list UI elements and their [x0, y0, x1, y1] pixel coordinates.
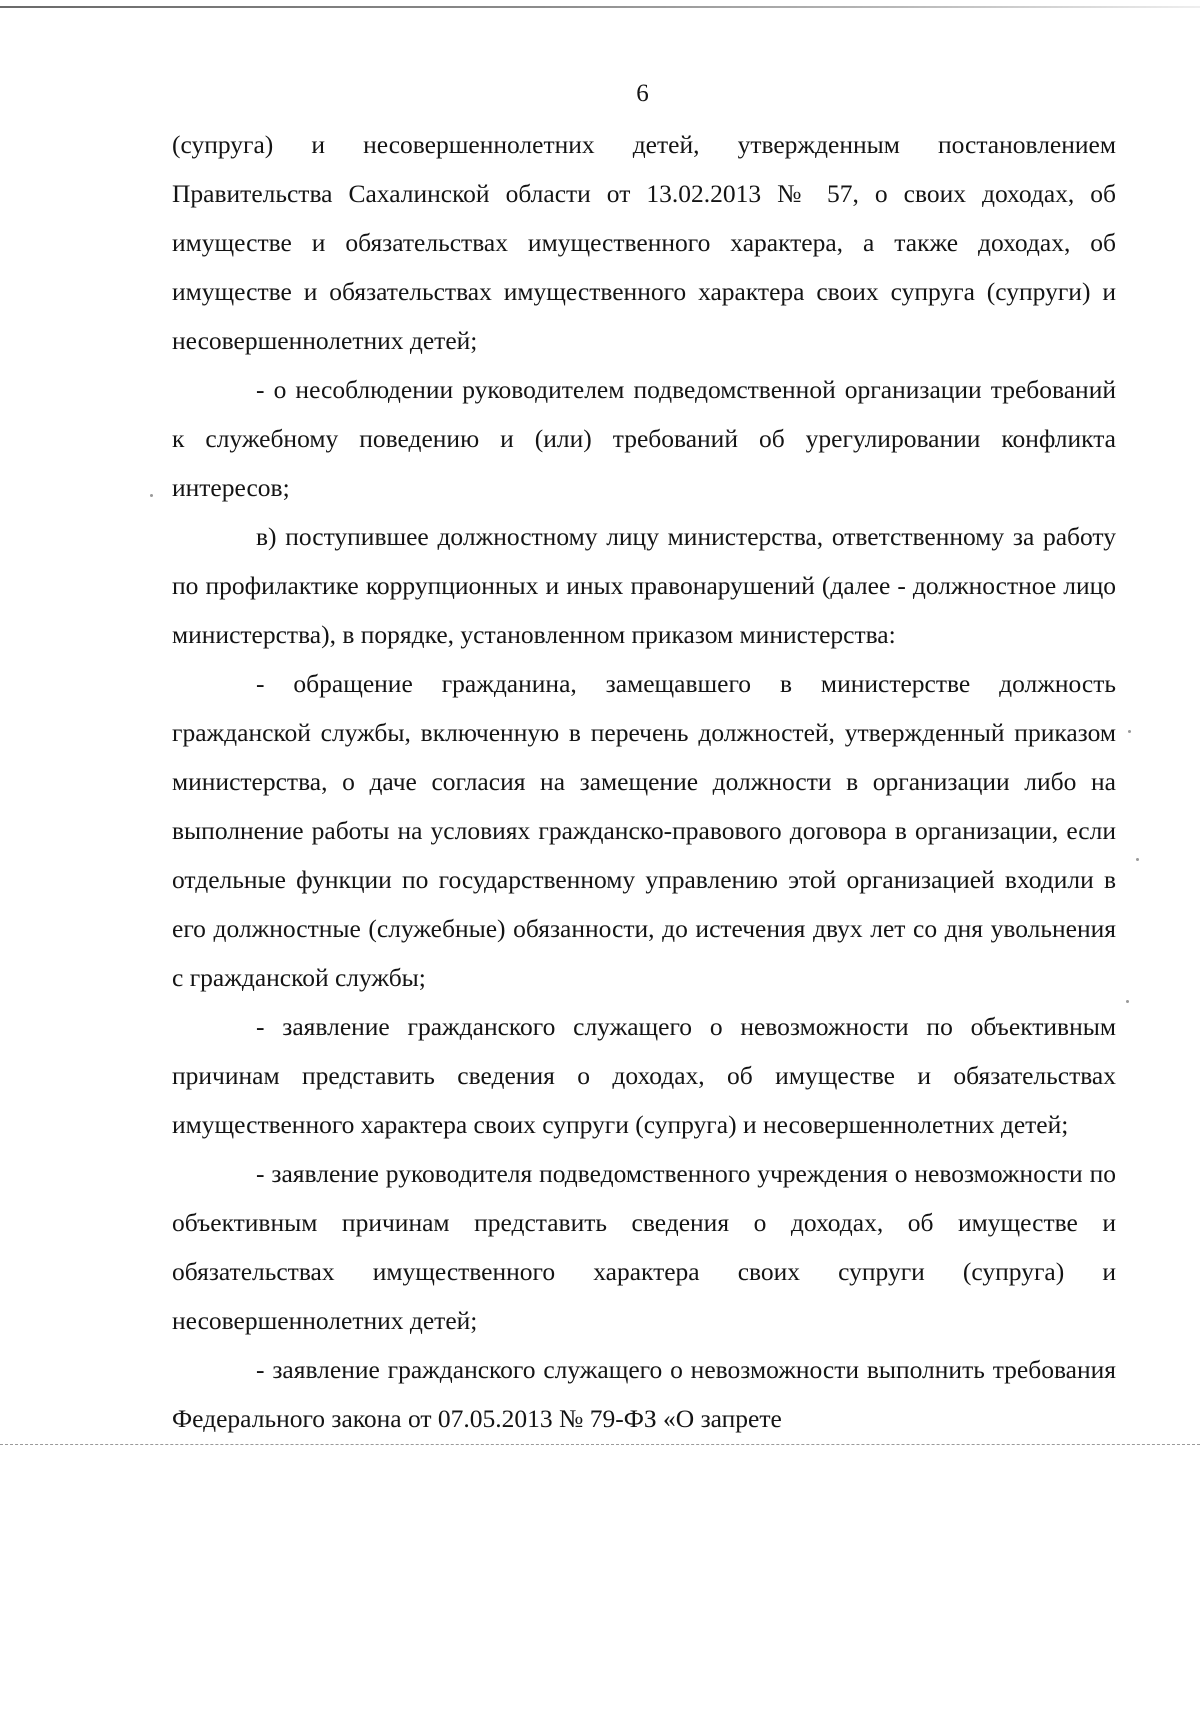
scan-fold-line: [0, 1444, 1200, 1445]
paragraph: - заявление гражданского служащего о невозможности выполнить требования Федерального закона от 07.05.2013 № 79-ФЗ «О запрете: [172, 1355, 1116, 1433]
scan-speck: [1136, 858, 1139, 861]
paragraph: - заявление руководителя подведомственного учреждения о невозможности по объективным причинам представить сведения о доходах, об имуществе и обязательствах имущественного характера своих супруги (супруга) и несовершеннолетних детей;: [172, 1159, 1116, 1335]
paragraph: в) поступившее должностному лицу министерства, ответственному за работу по профилактике коррупционных и иных правонарушений (далее - должностное лицо министерства), в порядке, установленном приказом министерства:: [172, 522, 1116, 649]
scan-speck: [150, 494, 153, 497]
paragraph: - обращение гражданина, замещавшего в министерстве должность гражданской службы, включенную в перечень должностей, утвержденный приказом министерства, о даче согласия на замещение должности в организации либо на выполнение работы на условиях гражданско-правового договора в организации, если отдельные функции по государственному управлению этой организацией входили в его должностные (служебные) обязанности, до истечения двух лет со дня увольнения с гражданской службы;: [172, 669, 1116, 992]
page-number: 6: [636, 80, 649, 107]
scan-edge-line: [0, 6, 1200, 8]
paragraph: - заявление гражданского служащего о невозможности по объективным причинам представить сведения о доходах, об имуществе и обязательствах имущественного характера своих супруги (супруга) и несовершеннолетних детей;: [172, 1012, 1116, 1139]
document-body: [172, 120, 1116, 1443]
paragraph: - о несоблюдении руководителем подведомственной организации требований к служебному поведению и (или) требований об урегулировании конфликта интересов;: [172, 375, 1116, 502]
scan-speck: [1128, 730, 1131, 733]
paragraph: (супруга) и несовершеннолетних детей, утвержденным постановлением Правительства Сахалинской области от 13.02.2013 № 57, о своих доходах, об имуществе и обязательствах имущественного характера, а также доходах, об имуществе и обязательствах имущественного характера своих супруга (супруги) и несовершеннолетних детей;: [172, 130, 1116, 355]
scan-speck: [1126, 1000, 1129, 1003]
